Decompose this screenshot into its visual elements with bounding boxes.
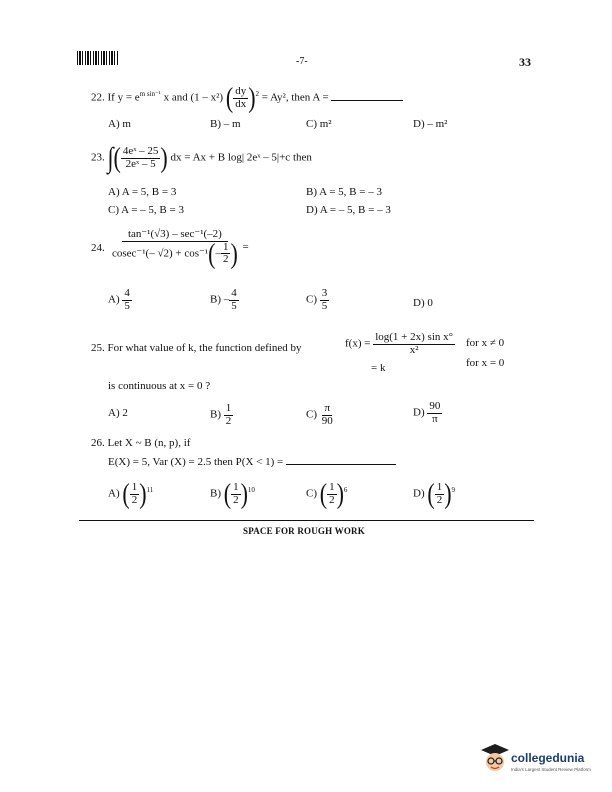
q26-line1: Let X ~ B (n, p), if [107,437,191,449]
q22-dy: dy [235,85,247,97]
q23-option-a: A) A = 5, B = 3 [108,186,177,198]
question-22: 22. If $y = e^{m sin^{-1}}$ x and (1 – x²) ( $\frac{dy}{dx}$ )$^2$ = Ay², then A = [91,86,403,110]
q25-condition-2: for x = 0 [466,357,505,369]
q22-option-b: B) – m [210,118,241,130]
q26-option-b: B) ( $\frac{1}{2}$ )$^{10}$ [210,477,255,510]
question-26 [91,437,190,449]
answer-blank [286,464,396,465]
logo-name: collegedunia [511,751,585,765]
question-24: tan⁻¹(√3) – sec⁻¹(–2) cosec⁻¹(– √2) + cos⁻¹(– $\frac{1}{2}$ ) = [112,228,249,270]
page-number: 33 [519,55,531,69]
q25-condition-1: for x ≠ 0 [466,337,505,349]
answer-blank [331,100,403,101]
q25-function [345,332,455,356]
q24-bottom-frac-num: 1 [222,240,229,253]
question-23: 23. ∫( $\frac{\text{4eˣ – 25}}{\text{2eˣ – 5}}$ ) dx = Ax + B log| 2eˣ – 5|+c then [91,141,312,174]
divider [79,520,534,521]
q22-mid: x and (1 – x²) [160,91,224,104]
q22-post: = Ay², then A = [261,91,332,104]
q24-option-b: B) – $\frac{4}{5}$ [210,287,237,312]
q24-equals: = [242,240,249,253]
q23-number: 23. [91,151,105,164]
barcode [77,51,119,65]
q26-line2-text: E(X) = 5, Var (X) = 2.5 then P(X < 1) = [108,456,286,468]
q26-number: 26. [91,437,105,449]
q25-option-c: C) $\frac{\pi}{90}$ [306,402,333,427]
q22-option-a: A) m [108,118,131,130]
logo-tagline: India's Largest Student Review Platform [511,767,591,772]
q24-number: 24. [91,242,105,254]
q25-frac-den: x² [409,343,419,356]
q23-denominator: 2eˣ – 5 [125,157,156,170]
q25-option-d: D) $\frac{90}{\pi}$ [413,400,441,425]
q23-post: dx = Ax + B log| 2eˣ – 5|+c then [170,151,312,164]
q22-dx: dx [235,97,247,110]
q23-numerator: 4eˣ – 25 [122,145,159,157]
q22-exp: m sin⁻¹ [139,89,161,98]
q22-option-c: C) m² [306,118,332,130]
collegedunia-logo-icon [480,742,510,777]
q25-number: 25. [91,342,105,354]
q22-pre: If y = e [107,91,140,104]
q24-option-c: C) $\frac{3}{5}$ [306,287,328,312]
page-marker: -7- [296,56,308,67]
q24-bottom-frac-den: 2 [222,253,229,266]
q23-option-d: D) A = – 5, B = – 3 [306,204,391,216]
q22-number: 22. [91,91,105,104]
q25-fx: f(x) = [345,337,371,350]
q24-top: tan⁻¹(√3) – sec⁻¹(–2) [122,229,228,242]
q25-option-a: A) 2 [108,407,128,419]
q23-option-b: B) A = 5, B = – 3 [306,186,382,198]
q22-sq: 2 [255,89,260,98]
q26-option-a: A) ( $\frac{1}{2}$ )$^{11}$ [108,477,154,510]
q24-option-a: A) $\frac{4}{5}$ [108,287,130,312]
q22-option-d: D) – m² [413,118,448,130]
rough-work-label: SPACE FOR ROUGH WORK [243,526,365,536]
q25-option-b: B) $\frac{1}{2}$ [210,402,232,427]
q25-continuity: is continuous at x = 0 ? [108,380,211,392]
q26-line2 [108,456,396,468]
q24-bottom: cosec⁻¹(– √2) + cos⁻¹ [112,247,209,260]
question-25 [91,342,301,354]
q26-option-d: D) ( $\frac{1}{2}$ )$^9$ [413,477,456,510]
q25-frac-num: log(1 + 2x) sin x° [375,331,454,343]
q25-text: For what value of k, the function defined by [107,342,302,354]
q26-option-c: C) ( $\frac{1}{2}$ )$^6$ [306,477,348,510]
q23-option-c: C) A = – 5, B = 3 [108,204,184,216]
q24-option-d: D) 0 [413,297,433,309]
q25-equals-k: = k [371,362,386,374]
